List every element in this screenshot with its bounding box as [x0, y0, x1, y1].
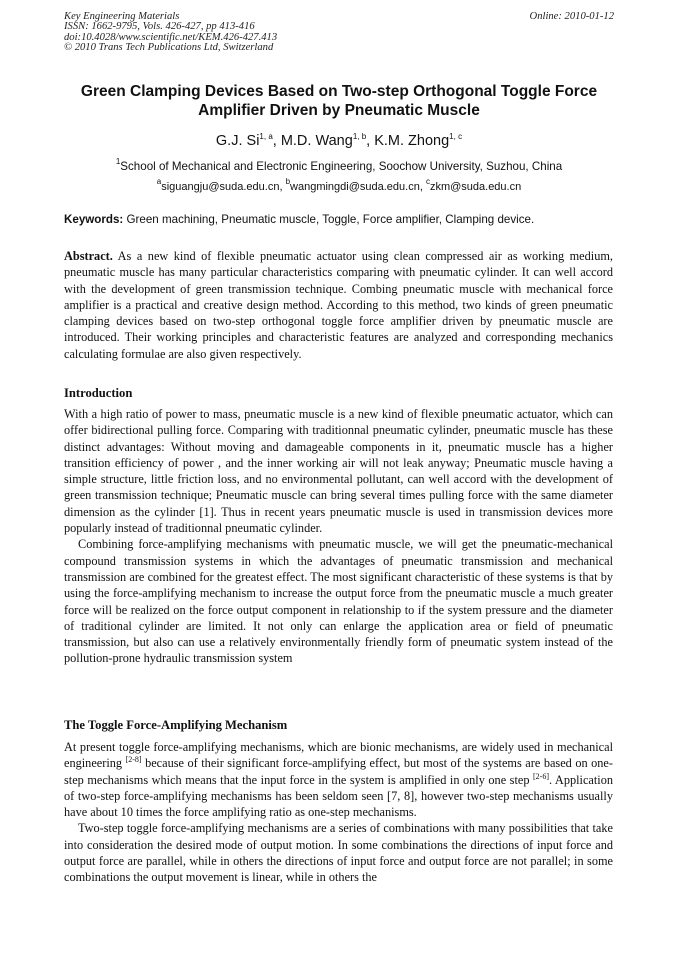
author-emails — [40, 177, 638, 194]
abstract-text: As a new kind of flexible pneumatic actuator using clean compressed air as working medium, pneumatic muscle has many particular characteristics comparing with pneumatic cylinder. It can well accord with the development of green transmission technique. Combing pneumatic muscle with mechanical force amplifier is a practical and creative design method. According to this method, two kinds of green pneumatic clamping devices based on two-step orthogonal toggle force amplifier driven by pneumatic muscle are introduced. Their working principles and characteristic features are analyzed and corresponding mechanics calculating formulae are also given respectively. — [64, 249, 613, 361]
citation: [2-6] — [533, 771, 550, 781]
doi-line: doi:10.4028/www.scientific.net/KEM.426-427.413 — [64, 31, 278, 43]
email: $^a$siguangju@suda.edu.cn, — [156, 177, 286, 193]
issn-line: ISSN: 1662-9795, Vols. 426-427, pp 413-416 — [64, 21, 255, 33]
paragraph: Two-step toggle force-amplifying mechanisms are a series of combinations with many possibilities that take into consideration the desired mode of output motion. In some combinations the directions of input force and output force are parallel, while in others the directions of input force and output force are not parallel; in some combinations the output movement is linear, while in others the — [64, 821, 613, 885]
title-line-2: Amplifier Driven by Pneumatic Muscle — [198, 101, 480, 119]
paragraph: At present toggle force-amplifying mechanisms, which are bionic mechanisms, are widely used in mechanical engineering [2-8] because of their significant force-amplifying effect, but most of the systems are based on one-step mechanisms which means that the input force in the system is amplified in only one step [2-6]. Application of two-step force-amplifying mechanisms has been seldom seen [7, 8], however two-step mechanisms usually have about 10 times the force amplifying ratio as one-step mechanisms. — [64, 740, 613, 820]
author-list — [40, 132, 638, 150]
keywords-text: Green machining, Pneumatic muscle, Toggle, Force amplifier, Clamping device. — [126, 213, 535, 226]
introduction-body — [64, 406, 613, 667]
journal-header — [64, 12, 277, 54]
toggle-section-body — [64, 739, 613, 886]
keywords-label: Keywords: — [64, 213, 124, 226]
email: $^c$zkm@suda.edu.cn — [425, 177, 522, 193]
abstract-label: Abstract. — [64, 249, 113, 263]
author: G.J. Si$^{1, a}$, — [215, 132, 281, 149]
author: K.M. Zhong$^{1, c}$ — [374, 132, 463, 149]
author: M.D. Wang$^{1, b}$, — [280, 132, 375, 149]
section-heading-introduction: Introduction — [64, 386, 133, 400]
title-line-1: Green Clamping Devices Based on Two-step Orthogonal Toggle Force — [80, 83, 598, 100]
paper-title — [40, 83, 638, 120]
citation: [2-8] — [125, 755, 142, 765]
abstract — [64, 248, 613, 362]
email: $^b$wangmingdi@suda.edu.cn, — [285, 177, 426, 193]
copyright-line: © 2010 Trans Tech Publications Ltd, Switzerland — [64, 42, 274, 54]
journal-name: Key Engineering Materials — [64, 11, 180, 22]
section-heading-toggle: The Toggle Force-Amplifying Mechanism — [64, 718, 288, 732]
paragraph: Combining force-amplifying mechanisms with pneumatic muscle, we will get the pneumatic-mechanical compound transmission systems in which the advantages of pneumatic transmission and mechanical transmission are combined for the greatest effect. The most significant characteristic of these systems is that by using the force-amplifying mechanism to increase the output force from the pneumatic muscle a much greater force will be realized on the force output component in relationship to if the system pressure and the diameter of traditional cylinder are limited. It not only can enlarge the application area or field of pneumatic transmission, but also can use a relatively environmentally friendly form of pneumatic system instead of the pollution-prone hydraulic transmission system — [64, 537, 613, 666]
keywords — [64, 213, 616, 227]
paragraph: With a high ratio of power to mass, pneumatic muscle is a new kind of flexible pneumatic actuator, which can offer bidirectional pulling force. Comparing with traditionnal pneumatic cylinder, pneumatic muscle has these distinct advantages: Without moving and damageable components in it, pneumatic muscle has a higher transition efficiency of power , and the inner working air will not leak anyway; Pneumatic muscle having a simple structure, little friction loss, and no environmental pollutant, can well accord with the development of green transmission technique; Pneumatic muscle can bring several times pulling force with the same diameter dimension as the cylinder [1]. Thus in recent years pneumatic muscle is used in transmission devices more popularly instead of traditionnal pneumatic cylinder. — [64, 407, 613, 536]
online-date: Online: 2010-01-12 — [529, 11, 614, 22]
affiliation: $^1$School of Mechanical and Electronic Engineering, Soochow University, Suzhou, China — [115, 157, 563, 173]
